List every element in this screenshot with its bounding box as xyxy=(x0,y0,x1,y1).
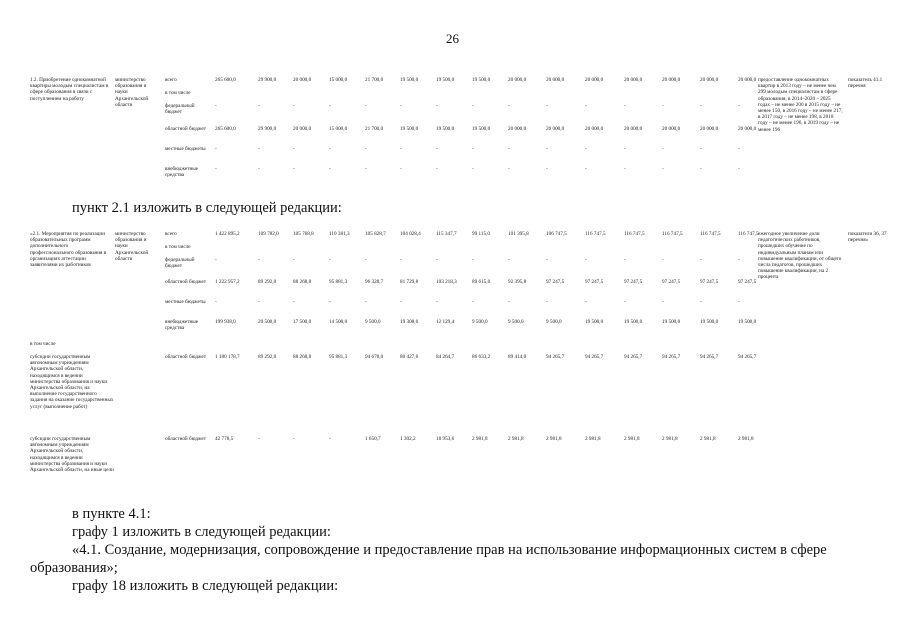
table-cell: - xyxy=(365,166,367,172)
text-line-2: графу 1 изложить в следующей редакции: xyxy=(72,524,331,540)
table-cell: 109 782,0 xyxy=(258,231,279,237)
table-cell: 80 427,6 xyxy=(400,354,419,360)
table-cell: - xyxy=(546,299,548,305)
table-cell: - xyxy=(508,257,510,263)
table-cell: - xyxy=(508,299,510,305)
table-cell: - xyxy=(508,146,510,152)
table2-executor: министерство образования и науки Архангельской области xyxy=(115,231,149,262)
table-cell: 1 650,7 xyxy=(365,436,381,442)
table-cell: 19 500,0 xyxy=(472,77,491,83)
table-cell: 20 000,0 xyxy=(508,126,527,132)
row-label: областной бюджет xyxy=(165,279,206,285)
table-cell: 94 265,7 xyxy=(738,354,757,360)
table-cell: - xyxy=(215,146,217,152)
text-line-3: «4.1. Создание, модернизация, сопровождение и предоставление прав на использование информационных систем в сфере xyxy=(72,542,827,558)
table-cell: 94 265,7 xyxy=(662,354,681,360)
table-cell: - xyxy=(436,103,438,109)
table-cell: 19 500,0 xyxy=(624,319,643,325)
table-cell: 103 218,3 xyxy=(436,279,457,285)
table-cell: 110 381,3 xyxy=(329,231,350,237)
table-cell: 29 900,0 xyxy=(258,126,277,132)
row-label: в том числе xyxy=(165,90,191,96)
table-cell: 94 265,7 xyxy=(546,354,565,360)
table-cell: 20 000,0 xyxy=(293,126,312,132)
table-cell: 2 981,8 xyxy=(624,436,640,442)
table-cell: 20 000,0 xyxy=(624,126,643,132)
table-cell: 18 953,6 xyxy=(436,436,455,442)
table-cell: 94 265,7 xyxy=(700,354,719,360)
table-cell: 97 247,5 xyxy=(700,279,719,285)
table-cell: 20 000,0 xyxy=(700,77,719,83)
table-cell: - xyxy=(585,166,587,172)
row-label: местные бюджеты xyxy=(165,146,206,152)
table-cell: - xyxy=(293,436,295,442)
table-cell: - xyxy=(329,166,331,172)
table-cell: 29 900,0 xyxy=(258,77,277,83)
table-cell: 99 115,0 xyxy=(472,231,490,237)
table2-name: «2.1. Мероприятия по реализации образовательных программ дополнительного профессионального образования в организациях аттестации заявителями их работников xyxy=(30,231,107,269)
table-cell: - xyxy=(700,166,702,172)
table-cell: - xyxy=(329,299,331,305)
table-cell: 20 000,0 xyxy=(293,77,312,83)
table-cell: 115 347,7 xyxy=(436,231,457,237)
table-cell: 20 000,0 xyxy=(700,126,719,132)
table-cell: 19 500,0 xyxy=(585,319,604,325)
table-cell: 2 981,8 xyxy=(508,436,524,442)
table-cell: 89 414,0 xyxy=(508,354,527,360)
table1-executor: министерство образования и науки Архангельской области xyxy=(115,77,149,108)
table-cell: 89 292,0 xyxy=(258,354,277,360)
table-cell: - xyxy=(400,166,402,172)
table-cell: - xyxy=(258,146,260,152)
table-cell: 19 500,0 xyxy=(662,319,681,325)
table-cell: 1 180 178,7 xyxy=(215,354,240,360)
table-cell: 20 000,0 xyxy=(738,77,757,83)
table-cell: 2 981,8 xyxy=(738,436,754,442)
table-cell: - xyxy=(329,146,331,152)
table-cell: - xyxy=(365,299,367,305)
table-cell: 20 000,0 xyxy=(662,77,681,83)
table-cell: - xyxy=(293,146,295,152)
table-cell: 19 500,0 xyxy=(436,77,455,83)
table-cell: - xyxy=(258,299,260,305)
table-cell: 89 615,0 xyxy=(472,279,491,285)
table-cell: - xyxy=(738,146,740,152)
table-cell: 21 700,0 xyxy=(365,126,384,132)
table-cell: - xyxy=(400,299,402,305)
table-cell: 20 500,0 xyxy=(258,319,277,325)
table-cell: 12 129,4 xyxy=(436,319,455,325)
table-cell: 116 747,5 xyxy=(700,231,721,237)
table-cell: 105 828,7 xyxy=(365,231,386,237)
text-line-1: в пункте 4.1: xyxy=(72,506,151,522)
table-cell: - xyxy=(258,436,260,442)
table-cell: 20 000,0 xyxy=(624,77,643,83)
table-cell: - xyxy=(293,166,295,172)
table-cell: 116 747,5 xyxy=(738,231,759,237)
table-cell: 2 981,8 xyxy=(662,436,678,442)
table-cell: 19 500,0 xyxy=(436,126,455,132)
in-that-number-label: в том числе xyxy=(30,341,56,347)
table1-name: 1.2. Приобретение однокомнатной квартиры молодым специалистам в сфере образования в связи с поступлением на работу xyxy=(30,77,109,102)
table-cell: 116 747,5 xyxy=(585,231,606,237)
table-cell: 97 247,5 xyxy=(738,279,757,285)
row-label: местные бюджеты xyxy=(165,299,206,305)
table-cell: - xyxy=(472,299,474,305)
heading-point-2-1: пункт 2.1 изложить в следующей редакции: xyxy=(72,200,342,216)
table-cell: - xyxy=(365,103,367,109)
table-cell: 265 600,0 xyxy=(215,126,236,132)
table-cell: - xyxy=(293,257,295,263)
table-cell: 2 981,8 xyxy=(585,436,601,442)
table-cell: 94 265,7 xyxy=(585,354,604,360)
table-cell: 106 747,5 xyxy=(546,231,567,237)
table-cell: - xyxy=(400,103,402,109)
table-cell: - xyxy=(546,166,548,172)
table-cell: 88 268,8 xyxy=(293,279,312,285)
table-cell: 95 881,3 xyxy=(329,354,348,360)
table-cell: 21 700,0 xyxy=(365,77,384,83)
table-cell: - xyxy=(258,166,260,172)
table-cell: - xyxy=(700,299,702,305)
table-cell: 1 422 895,2 xyxy=(215,231,240,237)
table-cell: - xyxy=(329,257,331,263)
table-cell: 101 395,8 xyxy=(508,231,529,237)
table-cell: - xyxy=(662,299,664,305)
table-cell: - xyxy=(624,103,626,109)
table-cell: 9 500,0 xyxy=(365,319,381,325)
table-cell: - xyxy=(546,257,548,263)
table-cell: 15 000,0 xyxy=(329,77,348,83)
table-cell: 104 028,4 xyxy=(400,231,421,237)
table-cell: 94 678,0 xyxy=(365,354,384,360)
table-cell: - xyxy=(585,257,587,263)
table-cell: 19 500,0 xyxy=(472,126,491,132)
table-cell: - xyxy=(700,146,702,152)
row-label: областной бюджет xyxy=(165,436,206,442)
text-line-4: образования»; xyxy=(30,560,118,576)
table-cell: - xyxy=(738,257,740,263)
table-cell: - xyxy=(436,257,438,263)
table-cell: - xyxy=(585,146,587,152)
table-cell: 84 264,7 xyxy=(436,354,455,360)
table-cell: 96 328,7 xyxy=(365,279,384,285)
table-cell: - xyxy=(215,257,217,263)
table-cell: 94 265,7 xyxy=(624,354,643,360)
table-cell: - xyxy=(700,103,702,109)
table-cell: - xyxy=(585,103,587,109)
table-cell: - xyxy=(293,299,295,305)
table-cell: - xyxy=(662,146,664,152)
table-cell: - xyxy=(329,436,331,442)
table-cell: 20 000,0 xyxy=(546,126,565,132)
row-label: федеральный бюджет xyxy=(165,257,195,270)
table-cell: 86 633,2 xyxy=(472,354,491,360)
table-cell: 116 747,5 xyxy=(662,231,683,237)
table-cell: - xyxy=(662,166,664,172)
row-label: в том числе xyxy=(165,244,191,250)
table-cell: 2 981,8 xyxy=(700,436,716,442)
table-cell: - xyxy=(624,257,626,263)
table-cell: - xyxy=(546,146,548,152)
table-cell: 81 729,8 xyxy=(400,279,419,285)
table-cell: - xyxy=(472,146,474,152)
table-cell: 20 000,0 xyxy=(585,77,604,83)
table-cell: 92 395,8 xyxy=(508,279,527,285)
table-cell: - xyxy=(508,166,510,172)
table-cell: - xyxy=(293,103,295,109)
table-cell: - xyxy=(662,103,664,109)
table-cell: 2 981,8 xyxy=(472,436,488,442)
table-cell: 95 881,3 xyxy=(329,279,348,285)
table-cell: 20 000,0 xyxy=(662,126,681,132)
row-label: федеральный бюджет xyxy=(165,103,195,116)
table-cell: - xyxy=(738,299,740,305)
table-cell: 19 500,0 xyxy=(738,319,757,325)
table1-indicator: показатель 41.1 перечня xyxy=(848,77,883,90)
table-cell: 97 247,5 xyxy=(624,279,643,285)
subsidy1-text: субсидии государственным автономным учреждениям Архангельской области, находящимся в ведении министерства образования и науки Архангельской области, на выполнение государственного задания на оказание государственных услуг (выполнение работ) xyxy=(30,354,114,410)
table-cell: - xyxy=(258,257,260,263)
table-cell: - xyxy=(400,146,402,152)
table2-result: ежегодное увеличение доли педагогических работников, прошедших обучение по индивидуальным планам или повышение квалификации, от общего числа педагогов, прошедших повышение квалификации, на 2 процента xyxy=(758,231,842,281)
row-label: всего xyxy=(165,77,177,83)
table-cell: 42 778,5 xyxy=(215,436,234,442)
table-cell: 97 247,5 xyxy=(546,279,565,285)
table-cell: 20 000,0 xyxy=(508,77,527,83)
table-cell: 199 938,0 xyxy=(215,319,236,325)
table-cell: - xyxy=(585,299,587,305)
table1-result: предоставление однокомнатных квартир в 2013 году – не менее чем 299 молодым специалистам в сфере образования, в 2014–2020 – 2025 годах – не менее 200 в 2015 году – не менее 150, в 2016 году – не менее 217, в 2017 году – не менее 198, в 2018 году – не менее 196, в 2019 году – не менее 196 xyxy=(758,77,843,133)
table-cell: - xyxy=(624,146,626,152)
table-cell: 19 500,0 xyxy=(400,77,419,83)
table-cell: 19 308,6 xyxy=(400,319,419,325)
table-cell: - xyxy=(436,166,438,172)
table-cell: 116 747,5 xyxy=(624,231,645,237)
table-cell: - xyxy=(472,166,474,172)
table-cell: - xyxy=(472,103,474,109)
table2-indicator: показатели 36, 37 перечня» xyxy=(848,231,887,244)
table-cell: 19 500,0 xyxy=(700,319,719,325)
table-cell: 9 500,0 xyxy=(472,319,488,325)
table-cell: - xyxy=(624,299,626,305)
table-cell: - xyxy=(365,146,367,152)
table-cell: 2 981,8 xyxy=(546,436,562,442)
row-label: областной бюджет xyxy=(165,126,206,132)
table-cell: 20 000,0 xyxy=(738,126,757,132)
table-cell: - xyxy=(215,299,217,305)
row-label: внебюджетные средства xyxy=(165,166,199,179)
table-cell: - xyxy=(436,299,438,305)
table-cell: - xyxy=(258,103,260,109)
table-cell: 20 000,0 xyxy=(546,77,565,83)
table-cell: - xyxy=(662,257,664,263)
table-cell: - xyxy=(436,146,438,152)
table-cell: - xyxy=(329,103,331,109)
table-cell: 88 268,8 xyxy=(293,354,312,360)
table-cell: 1 222 957,2 xyxy=(215,279,240,285)
table-cell: - xyxy=(700,257,702,263)
table-cell: 1 302,2 xyxy=(400,436,416,442)
table-cell: 19 500,0 xyxy=(400,126,419,132)
page-number: 26 xyxy=(446,31,459,46)
table-cell: 14 500,0 xyxy=(329,319,348,325)
table-cell: 97 247,5 xyxy=(662,279,681,285)
row-label: областной бюджет xyxy=(165,354,206,360)
table-cell: - xyxy=(400,257,402,263)
table-cell: - xyxy=(472,257,474,263)
text-line-5: графу 18 изложить в следующей редакции: xyxy=(72,578,339,594)
row-label: всего xyxy=(165,231,177,237)
subsidy2-text: субсидии государственным автономным учреждениям Архангельской области, находящимся в ведении министерства образования и науки Архангельской области, на иные цели xyxy=(30,436,114,474)
table-cell: 9 500,0 xyxy=(546,319,562,325)
table-cell: - xyxy=(215,103,217,109)
table-cell: - xyxy=(215,166,217,172)
table-cell: 9 500,0 xyxy=(508,319,524,325)
table-cell: - xyxy=(624,166,626,172)
table-cell: 15 000,0 xyxy=(329,126,348,132)
table-cell: - xyxy=(738,103,740,109)
table-cell: - xyxy=(365,257,367,263)
table-cell: 20 000,0 xyxy=(585,126,604,132)
table-cell: - xyxy=(738,166,740,172)
table-cell: - xyxy=(508,103,510,109)
table-cell: 97 247,5 xyxy=(585,279,604,285)
table-cell: 17 500,0 xyxy=(293,319,312,325)
row-label: внебюджетные средства xyxy=(165,319,199,332)
table-cell: 265 600,0 xyxy=(215,77,236,83)
table-cell: 105 768,8 xyxy=(293,231,314,237)
table-cell: 89 292,0 xyxy=(258,279,277,285)
table-cell: - xyxy=(546,103,548,109)
